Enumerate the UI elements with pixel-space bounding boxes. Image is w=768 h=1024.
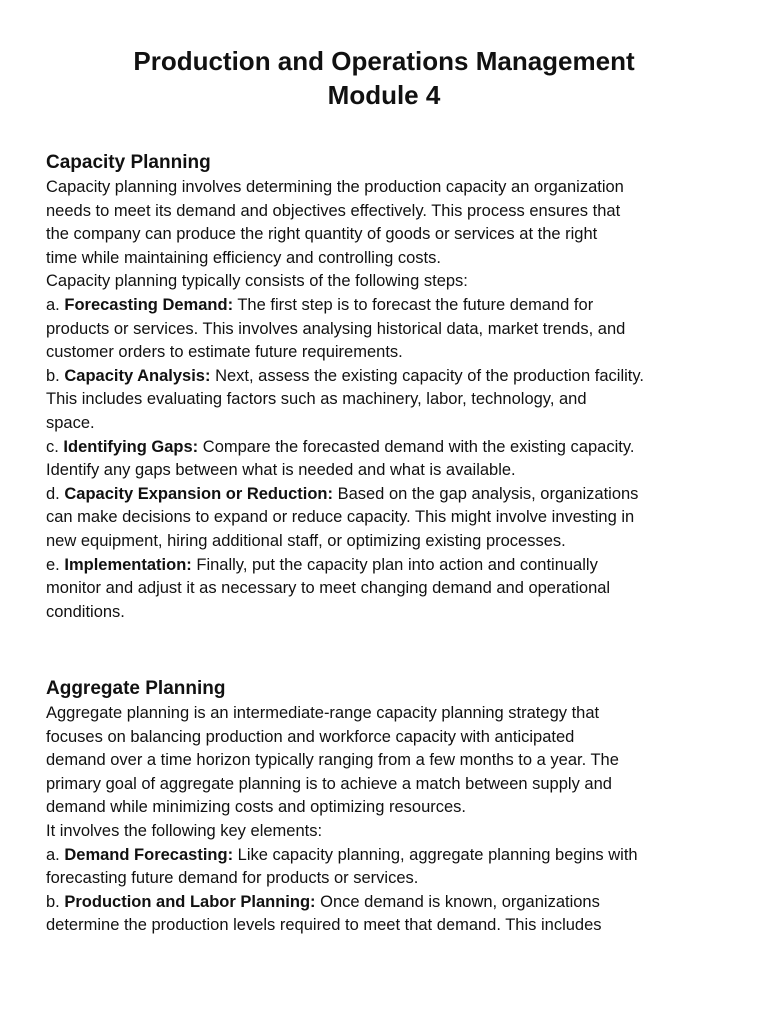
text-line bbox=[46, 891, 736, 915]
step-prefix: d. bbox=[46, 484, 65, 503]
step-text: Next, assess the existing capacity of the production facility. bbox=[210, 366, 644, 385]
element-prefix: b. bbox=[46, 892, 65, 911]
capacity-step-d bbox=[46, 483, 736, 554]
step-prefix: e. bbox=[46, 555, 65, 574]
text-line: Capacity planning involves determining the production capacity an organization bbox=[46, 178, 624, 196]
text-line bbox=[46, 844, 736, 868]
element-text: Like capacity planning, aggregate planning begins with bbox=[233, 845, 638, 864]
step-text: The first step is to forecast the future demand for bbox=[233, 295, 594, 314]
title-line-1: Production and Operations Management bbox=[133, 46, 635, 76]
step-term: Implementation: bbox=[64, 555, 192, 574]
capacity-step-c bbox=[46, 436, 736, 483]
text-line: demand while minimizing costs and optimizing resources. bbox=[46, 798, 467, 817]
text-line bbox=[46, 365, 736, 389]
text-line: the company can produce the right quantity of goods or services at the right bbox=[46, 225, 598, 244]
text-line: customer orders to estimate future requirements. bbox=[46, 343, 403, 362]
element-term: Demand Forecasting: bbox=[64, 845, 234, 864]
document-title bbox=[0, 44, 768, 112]
step-text: Based on the gap analysis, organizations bbox=[332, 484, 639, 503]
step-term: Forecasting Demand: bbox=[64, 295, 234, 314]
text-line: Identify any gaps between what is needed and what is available. bbox=[46, 461, 516, 480]
step-prefix: c. bbox=[46, 437, 64, 456]
text-line: primary goal of aggregate planning is to achieve a match between supply and bbox=[46, 774, 612, 793]
capacity-step-e bbox=[46, 554, 736, 625]
step-prefix: b. bbox=[46, 366, 65, 385]
capacity-planning-intro bbox=[46, 176, 736, 294]
text-line: conditions. bbox=[46, 602, 125, 621]
step-text: Compare the forecasted demand with the existing capacity. bbox=[198, 437, 635, 456]
step-text: Finally, put the capacity plan into action and continually bbox=[191, 555, 598, 574]
text-line: products or services. This involves analysing historical data, market trends, and bbox=[46, 319, 626, 338]
text-line: monitor and adjust it as necessary to meet changing demand and operational bbox=[46, 579, 611, 598]
text-line: demand over a time horizon typically ranging from a few months to a year. The bbox=[46, 751, 619, 770]
text-line: determine the production levels required to meet that demand. This includes bbox=[46, 916, 602, 935]
aggregate-planning-intro bbox=[46, 702, 736, 844]
text-line: It involves the following key elements: bbox=[46, 821, 323, 840]
text-line: new equipment, hiring additional staff, or optimizing existing processes. bbox=[46, 531, 566, 550]
step-term: Capacity Expansion or Reduction: bbox=[64, 484, 333, 503]
text-line: time while maintaining efficiency and controlling costs. bbox=[46, 248, 441, 267]
text-line: space. bbox=[46, 413, 95, 432]
aggregate-element-b bbox=[46, 891, 736, 938]
text-line: This includes evaluating factors such as machinery, labor, technology, and bbox=[46, 390, 587, 409]
text-line: Capacity planning typically consists of the following steps: bbox=[46, 272, 468, 291]
element-prefix: a. bbox=[46, 845, 65, 864]
aggregate-element-a bbox=[46, 844, 736, 891]
step-prefix: a. bbox=[46, 295, 65, 314]
text-line: can make decisions to expand or reduce capacity. This might involve investing in bbox=[46, 508, 635, 527]
text-line bbox=[46, 436, 736, 460]
capacity-planning-heading: Capacity Planning bbox=[46, 152, 211, 173]
title-line-2: Module 4 bbox=[327, 80, 441, 110]
element-term: Production and Labor Planning: bbox=[64, 892, 316, 911]
text-line bbox=[46, 483, 736, 507]
text-line: Aggregate planning is an intermediate-range capacity planning strategy that bbox=[46, 704, 600, 722]
aggregate-planning-section bbox=[46, 676, 736, 938]
capacity-step-b bbox=[46, 365, 736, 436]
element-text: Once demand is known, organizations bbox=[315, 892, 600, 911]
aggregate-planning-heading: Aggregate Planning bbox=[46, 678, 226, 699]
text-line bbox=[46, 554, 736, 578]
text-line: focuses on balancing production and workforce capacity with anticipated bbox=[46, 727, 575, 746]
step-term: Capacity Analysis: bbox=[64, 366, 211, 385]
text-line bbox=[46, 294, 736, 318]
step-term: Identifying Gaps: bbox=[63, 437, 199, 456]
text-line: needs to meet its demand and objectives effectively. This process ensures that bbox=[46, 201, 621, 220]
text-line: forecasting future demand for products or services. bbox=[46, 869, 419, 888]
capacity-step-a bbox=[46, 294, 736, 365]
capacity-planning-section bbox=[46, 150, 736, 624]
